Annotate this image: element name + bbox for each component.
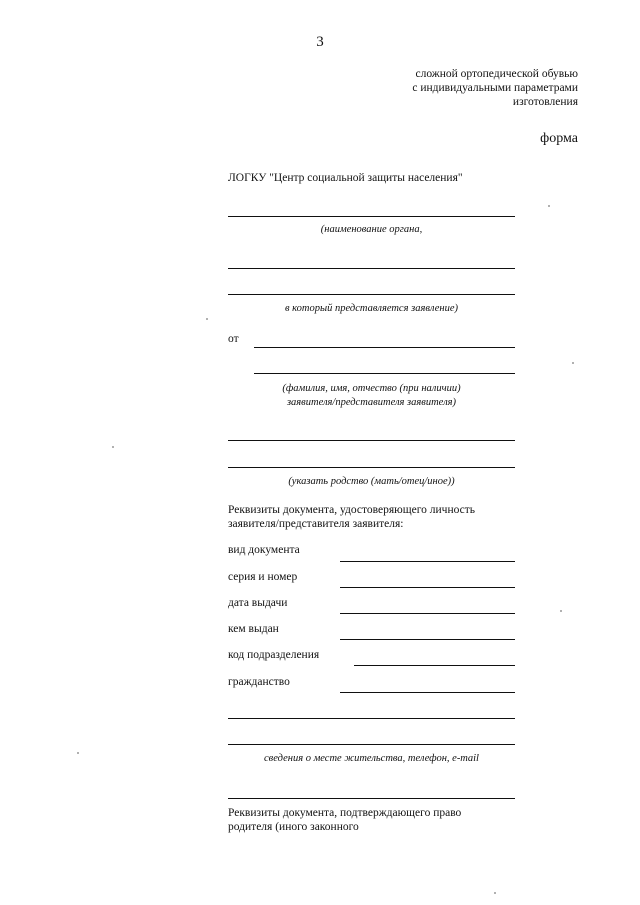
caption-organ-cont: в который представляется заявление) — [284, 303, 459, 314]
id-doc-heading-1: Реквизиты документа, удостоверяющего личность — [228, 504, 476, 516]
form-label: форма — [540, 131, 578, 146]
field-input-citizenship[interactable] — [340, 692, 515, 693]
id-doc-heading-2: заявителя/представителя заявителя: — [228, 518, 404, 530]
field-input-issue-date[interactable] — [340, 613, 515, 614]
field-input-division-code[interactable] — [354, 665, 515, 666]
right-doc-field[interactable] — [228, 798, 515, 799]
residence-field-1[interactable] — [228, 718, 515, 719]
recipient-org-name: ЛОГКУ "Центр социальной защиты населения" — [228, 172, 463, 184]
field-label-doc-type: вид документа — [228, 544, 300, 556]
applicant-name-field-2[interactable] — [254, 373, 515, 374]
scan-speck — [206, 318, 208, 320]
scan-speck — [77, 752, 79, 754]
field-label-issued-by: кем выдан — [228, 623, 279, 635]
field-label-citizenship: гражданство — [228, 676, 290, 688]
header-line-1: сложной ортопедической обувью — [415, 68, 578, 80]
scan-speck — [494, 892, 496, 894]
residence-field-2[interactable] — [228, 744, 515, 745]
caption-residence: сведения о месте жительства, телефон, e-mail — [264, 753, 479, 764]
applicant-name-field-1[interactable] — [254, 347, 515, 348]
header-line-3: изготовления — [512, 96, 578, 108]
page-number: 3 — [316, 34, 324, 50]
organ-name-field-1[interactable] — [228, 216, 515, 217]
header-line-2: с индивидуальными параметрами — [412, 82, 578, 94]
field-input-doc-type[interactable] — [340, 561, 515, 562]
from-label: от — [228, 333, 239, 345]
caption-fio-1: (фамилия, имя, отчество (при наличии) — [282, 383, 461, 394]
field-label-issue-date: дата выдачи — [228, 597, 288, 609]
field-label-division-code: код подразделения — [228, 649, 320, 661]
organ-name-field-2[interactable] — [228, 268, 515, 269]
scan-speck — [572, 362, 574, 364]
kinship-field-2[interactable] — [228, 467, 515, 468]
scan-speck — [548, 205, 550, 207]
field-label-series-number: серия и номер — [228, 571, 298, 583]
caption-organ-name: (наименование органа, — [320, 224, 423, 235]
field-input-series-number[interactable] — [340, 587, 515, 588]
right-doc-heading-2: родителя (иного законного — [228, 821, 359, 833]
kinship-field-1[interactable] — [228, 440, 515, 441]
field-input-issued-by[interactable] — [340, 639, 515, 640]
organ-name-field-3[interactable] — [228, 294, 515, 295]
scan-speck — [560, 610, 562, 612]
caption-fio-2: заявителя/представителя заявителя) — [286, 397, 457, 408]
caption-kinship: (указать родство (мать/отец/иное)) — [288, 476, 455, 487]
right-doc-heading-1: Реквизиты документа, подтверждающего право — [228, 807, 462, 819]
scan-speck — [112, 446, 114, 448]
